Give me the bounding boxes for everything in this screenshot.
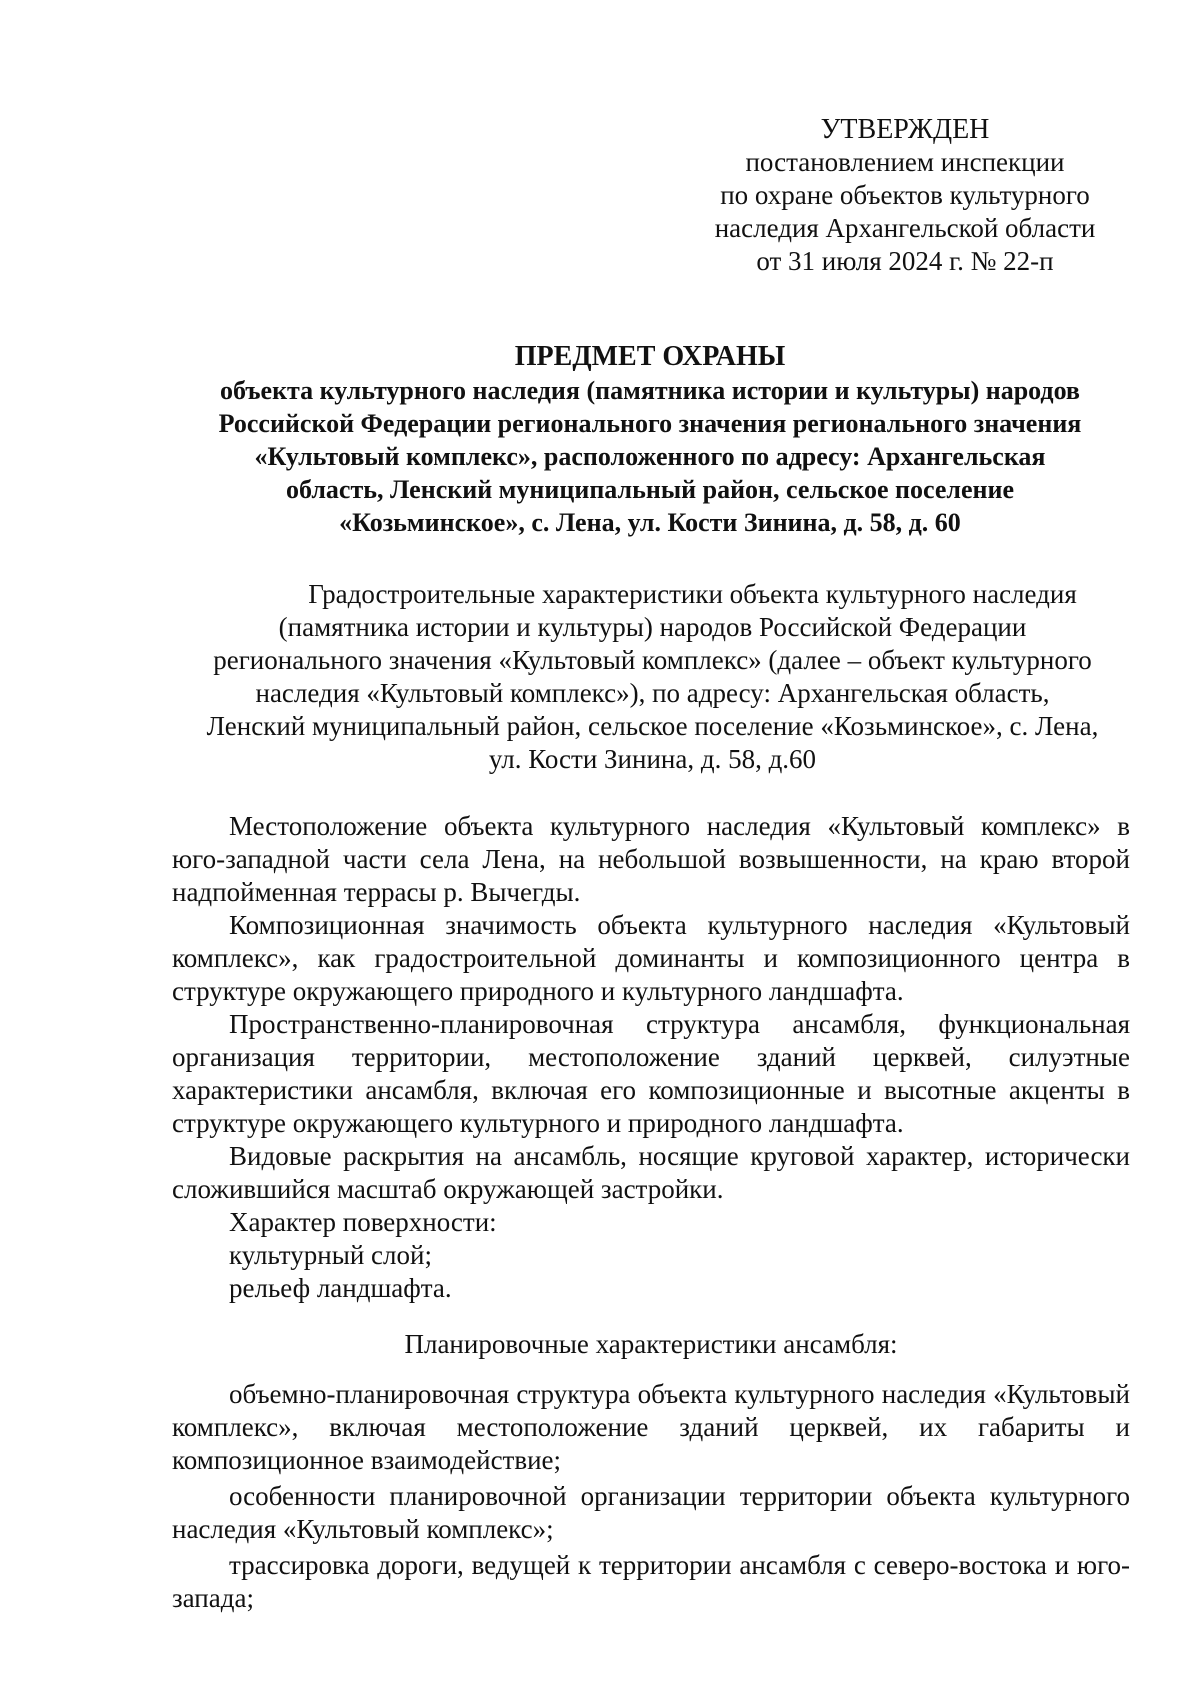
approval-line: от 31 июля 2024 г. № 22-п xyxy=(756,246,1054,276)
document-title: ПРЕДМЕТ ОХРАНЫ xyxy=(514,341,786,372)
paragraph-views: Видовые раскрытия на ансамбль, носящие круговой характер, исторически сложившийся масштаб окружающей застройки. xyxy=(172,1141,1130,1204)
heading-line: область, Ленский муниципальный район, сельское поселение xyxy=(285,475,1014,504)
paragraph-surface-item: культурный слой; xyxy=(229,1240,432,1270)
paragraph-composition: Композиционная значимость объекта культурного наследия «Культовый комплекс», как градостроительной доминанты и композиционного центра в структуре окружающего природного и культурного ландшафта. xyxy=(172,910,1130,1006)
heading-line: объекта культурного наследия (памятника истории и культуры) народов xyxy=(220,376,1080,405)
approval-title: УТВЕРЖДЕН xyxy=(820,114,990,145)
list-item: трассировка дороги, ведущей к территории ансамбля с северо-востока и юго-запада; xyxy=(172,1550,1130,1613)
list-item: особенности планировочной организации территории объекта культурного наследия «Культовый комплекс»; xyxy=(172,1481,1130,1544)
paragraph-surface: Характер поверхности: xyxy=(229,1207,497,1237)
urban-line: ул. Кости Зинина, д. 58, д.60 xyxy=(488,744,817,774)
urban-line: Градостроительные характеристики объекта культурного наследия xyxy=(308,579,1077,609)
urban-line: регионального значения «Культовый комплекс» (далее – объект культурного xyxy=(213,645,1092,675)
paragraph-location: Местоположение объекта культурного наследия «Культовый комплекс» в юго-западной части села Лена, на небольшой возвышенности, на краю второй надпойменная террасы р. Вычегды. xyxy=(172,811,1130,907)
document-heading xyxy=(170,340,1130,539)
planning-list xyxy=(172,1378,1130,1618)
paragraph-surface-item: рельеф ландшафта. xyxy=(229,1273,452,1303)
approval-line: по охране объектов культурного xyxy=(720,180,1090,210)
urban-line: Ленский муниципальный район, сельское поселение «Козьминское», с. Лена, xyxy=(206,711,1099,741)
heading-line: «Козьминское», с. Лена, ул. Кости Зинина, д. 58, д. 60 xyxy=(339,508,961,537)
approval-line: постановлением инспекции xyxy=(745,147,1065,177)
body-text xyxy=(172,810,1130,1305)
approval-line: наследия Архангельской области xyxy=(714,213,1096,243)
urban-characteristics-block xyxy=(175,578,1130,776)
planning-heading: Планировочные характеристики ансамбля: xyxy=(404,1329,898,1359)
heading-line: Российской Федерации регионального значения регионального значения xyxy=(218,409,1082,438)
approval-stamp-block xyxy=(695,113,1115,278)
list-item: объемно-планировочная структура объекта культурного наследия «Культовый комплекс», включая местоположение зданий церквей, их габариты и композиционное взаимодействие; xyxy=(172,1379,1130,1475)
urban-line: (памятника истории и культуры) народов Российской Федерации xyxy=(278,612,1027,642)
urban-line: наследия «Культовый комплекс»), по адресу: Архангельская область, xyxy=(255,678,1050,708)
paragraph-spatial-structure: Пространственно-планировочная структура ансамбля, функциональная организация территории, местоположение зданий церквей, силуэтные характеристики ансамбля, включая его композиционные и высотные акценты в структуре окружающего культурного и природного ландшафта. xyxy=(172,1009,1130,1138)
heading-line: «Культовый комплекс», расположенного по адресу: Архангельская xyxy=(254,442,1046,471)
